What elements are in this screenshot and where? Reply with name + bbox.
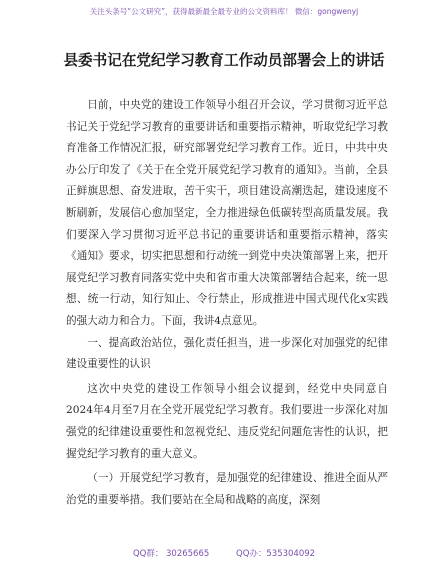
footer-qq-group: QQ群： 30265665 (132, 549, 210, 559)
paragraph-subsection-1: （一）开展党纪学习教育，是加强党的纪律建设、推进全面从严治党的重要举措。我们要站在全局和战略的高度，深刻 (66, 472, 388, 506)
document-body (66, 95, 388, 511)
footer-qq-contact: QQ办：535304092 (236, 549, 316, 559)
paragraph-intro: 日前，中央党的建设工作领导小组召开会议，学习贯彻习近平总书记关于党纪学习教育的重要讲话和重要指示精神，听取党纪学习教育准备工作情况汇报，研究部署党纪学习教育工作。近日，中共中央办公厅印发了《关于在全党开展党纪学习教育的通知》。当前，全县正鲜旗思想、奋发进取，苦干实干，项目建设高潮迭起，建设速度不断刷新，发展信心愈加坚定，全力推进绿色低碳转型高质量发展。我们要深入学习贯彻习近平总书记的重要讲话和重要指示精神，落实《通知》要求，切实把思想和行动统一到党中央决策部署上来，把开展党纪学习教育同落实党中央和省市重大决策部署结合起来，统一思想、统一行动，知行知止、令行禁止，形成推进中国式现代化x实践的强大动力和合力。下面，我讲4点意见。 (66, 99, 388, 327)
document-title: 县委书记在党纪学习教育工作动员部署会上的讲话 (63, 52, 385, 69)
footer-contact (0, 547, 448, 559)
top-banner: 关注头条号“公文研究”，获得最新最全最专业的公文资料库！ 微信：gongwenyj (89, 7, 359, 16)
paragraph-section-1: 这次中央党的建设工作领导小组会议提到，经党中央同意自2024年4月至7月在全党开展党纪学习教育。我们要进一步深化对加强党的纪律建设重要性和忽视党纪、违反党纪问题危害性的认识，把握党纪学习教育的重大意义。 (66, 382, 388, 460)
section-heading-1: 一、提高政治站位，强化责任担当，进一步深化对加强党的纪律建设重要性的认识 (66, 336, 388, 371)
